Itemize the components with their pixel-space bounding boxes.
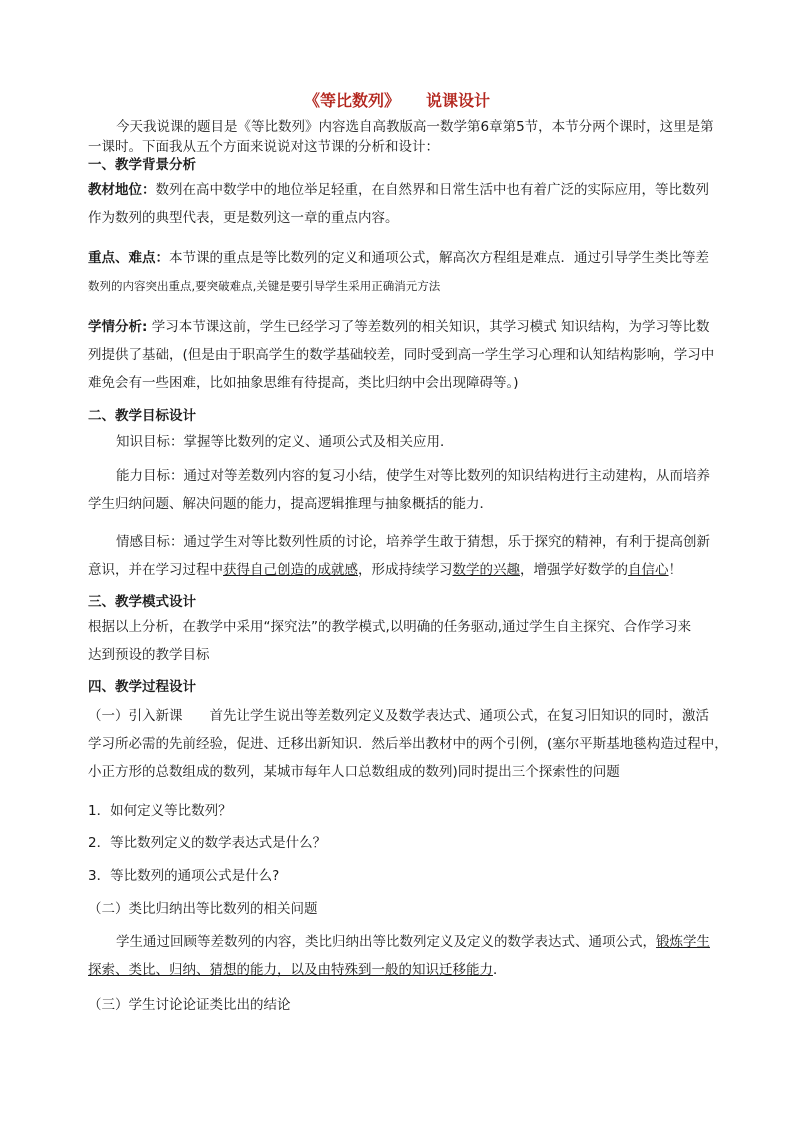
question-2: 2．等比数列定义的数学表达式是什么？ bbox=[88, 835, 327, 851]
key-difficult-points-paragraph: 重点、难点：本节课的重点是等比数列的定义和通项公式，解高次方程组是难点．通过引导学生类比等差 数列的内容突出重点,要突破难点,关键是要引导学生采用正确消元方法 bbox=[88, 250, 709, 293]
question-3: 3．等比数列的通项公式是什么? bbox=[88, 868, 280, 884]
question-1: 1．如何定义等比数列？ bbox=[88, 803, 232, 819]
emotion-goal-paragraph: 情感目标：通过学生对等比数列性质的讨论，培养学生敢于猜想，乐于探究的精神，有利于提高创新 意识，并在学习过程中获得自己创造的成就感，形成持续学习数学的兴趣，增强学好数学的自信心！ bbox=[88, 534, 710, 578]
learner-analysis-paragraph: 学情分析: 学习本节课这前，学生已经学习了等差数列的相关知识，其学习模式 知识结构，为学习等比数 列提供了基础，(但是由于职高学生的数学基础较差，同时受到高一学生学习心理和认知结构影响，学习中 难免会有一些困难，比如抽象思维有待提高，类比归纳中会出现障碍等。) bbox=[88, 319, 715, 391]
title-sub: 说课设计 bbox=[426, 91, 491, 110]
teaching-mode-paragraph: 根据以上分析，在教学中采用“探究法”的教学模式,以明确的任务驱动,通过学生自主探究、合作学习来 达到预设的教学目标 bbox=[88, 619, 692, 663]
process-step-2-paragraph: 学生通过回顾等差数列的内容，类比归纳出等比数列定义及定义的数学表达式、通项公式，锻炼学生 探索、类比、归纳、猜想的能力，以及由特殊到一般的知识迁移能力． bbox=[88, 934, 710, 978]
process-step-1-paragraph: （一）引入新课 首先让学生说出等差数列定义及数学表达式、通项公式，在复习旧知识的同时，激活 学习所必需的先前经验，促进、迁移出新知识．然后举出教材中的两个引例，(塞尔平斯基地毯构造过程中， 小正方形的总数组成的数列，某城市每年人口总数组成的数列)同时提出三个探索性的问题 bbox=[88, 708, 728, 780]
page-title bbox=[0, 88, 794, 111]
underlined-phrase: 获得自己创造的成就感 bbox=[223, 562, 358, 578]
ability-goal-paragraph: 能力目标：通过对等差数列内容的复习小结，使学生对等比数列的知识结构进行主动建构，从而培养 学生归纳问题、解决问题的能力，提高逻辑推理与抽象概括的能力． bbox=[88, 468, 710, 512]
label-textbook-status: 教材地位： bbox=[88, 182, 156, 198]
textbook-status-paragraph: 教材地位：数列在高中数学中的地位举足轻重，在自然界和日常生活中也有着广泛的实际应用，等比数列 作为数列的典型代表，更是数列这一章的重点内容。 bbox=[88, 182, 709, 226]
intro-paragraph: 今天我说课的题目是《等比数列》内容选自高教版高一数学第6章第5节，本节分两个课时，这里是第 一课时。下面我从五个方面来说说对这节课的分析和设计： bbox=[88, 119, 714, 155]
knowledge-goal: 知识目标：掌握等比数列的定义、通项公式及相关应用． bbox=[116, 434, 454, 450]
section-heading-3: 三、教学模式设计 bbox=[88, 594, 196, 610]
process-step-2: （二）类比归纳出等比数列的相关问题 bbox=[88, 901, 318, 917]
title-main: 《等比数列》 bbox=[303, 91, 400, 110]
section-heading-4: 四、教学过程设计 bbox=[88, 679, 196, 695]
process-step-3: （三）学生讨论论证类比出的结论 bbox=[88, 997, 291, 1013]
section-heading-2: 二、教学目标设计 bbox=[88, 408, 196, 424]
underlined-phrase: 锻炼学生 bbox=[656, 934, 710, 950]
label-key-points: 重点、难点： bbox=[88, 250, 169, 266]
underlined-phrase: 自信心 bbox=[628, 562, 669, 578]
label-learner-analysis: 学情分析: bbox=[88, 319, 148, 335]
underlined-phrase: 数学的兴趣 bbox=[452, 562, 520, 578]
section-heading-1: 一、教学背景分析 bbox=[88, 157, 196, 173]
underlined-phrase: 探索、类比、归纳、猜想的能力，以及由特殊到一般的知识迁移能力 bbox=[88, 962, 493, 978]
